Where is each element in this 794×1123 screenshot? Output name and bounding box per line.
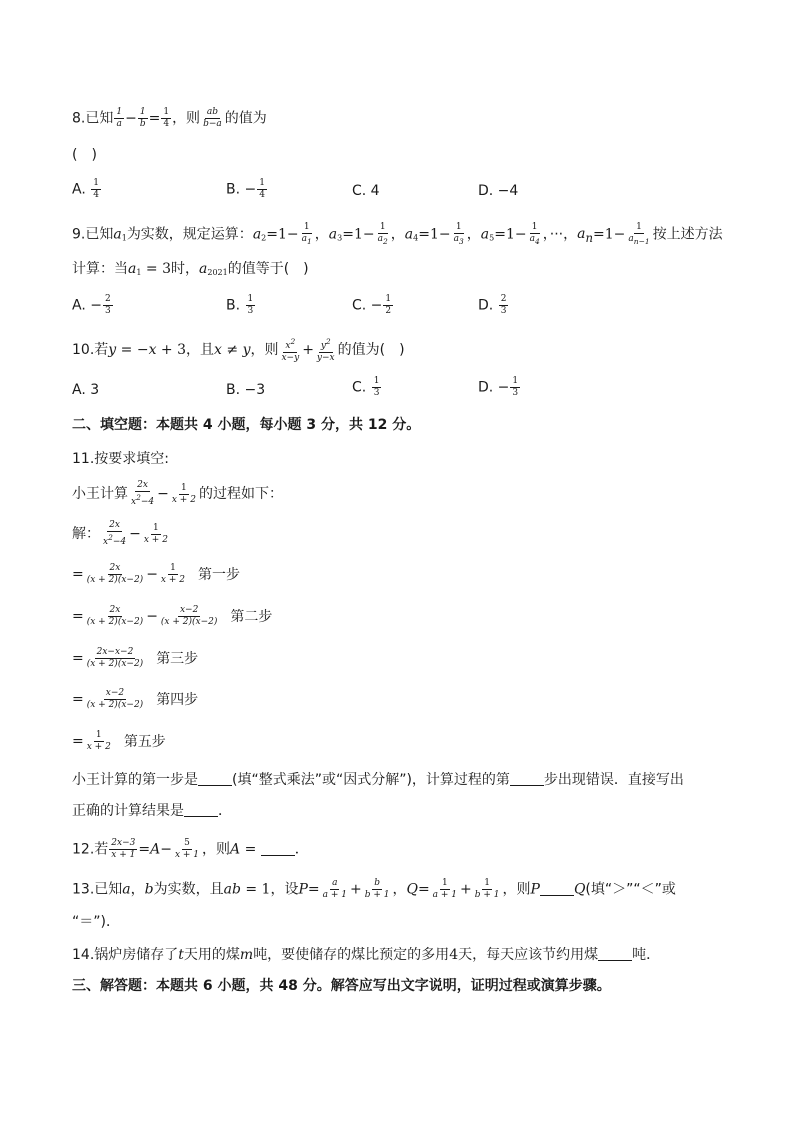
q10-option-a[interactable]: A. 3 xyxy=(72,382,100,398)
q14-stem: 14.锅炉房储存了t天用的煤m吨，要使储存的煤比预定的多用4天，每天应该节约用煤 吨． xyxy=(72,947,661,963)
q9-option-a[interactable]: A. − $\frac{2}{3}$ xyxy=(72,294,111,316)
q8-option-b[interactable]: B. − $\frac{1}{4}$ xyxy=(226,178,265,200)
q13-stem: 13.已知a，b为实数，且ab = 1，设P= $\frac{a}{a + 1}$ + $\frac{b}{b + 1}$ ，Q= $\frac{1}{a + 1}$ + $\frac{1}{b + 1}$ ，则P Q(填“＞”“＜”或 xyxy=(72,878,676,900)
section-3-heading: 三、解答题：本题共 6 小题，共 48 分。解答应写出文字说明，证明过程或演算步骤。 xyxy=(72,978,611,994)
q13-blank[interactable] xyxy=(540,883,574,896)
q11-step-2: = $\frac{2x}{(x + 2)(x-2)}$ − $\frac{x-2}{(x + 2)(x-2)}$ 第二步 xyxy=(72,605,273,627)
q8-option-c[interactable]: C. 4 xyxy=(352,183,380,199)
q11-step-1: = $\frac{2x}{(x + 2)(x-2)}$ − $\frac{1}{x + 2}$ 第一步 xyxy=(72,563,240,585)
q8-option-a[interactable]: A. $\frac{1}{4}$ xyxy=(72,178,99,200)
q9-option-b[interactable]: B. $\frac{1}{3}$ xyxy=(226,294,254,316)
q11-step-3: = $\frac{2x-x-2}{(x + 2)(x-2)}$ 第三步 xyxy=(72,647,199,669)
q14-blank[interactable] xyxy=(598,948,632,961)
q11-blank-3[interactable] xyxy=(184,804,218,817)
q9-stem: 9.已知$a_1$为实数，规定运算：$a_2=1-$ $\frac{1}{a_1}$ ，$a_3=1-$ $\frac{1}{a_2}$ ，$a_4=1-$ $\frac{1}{a_3}$ ，$a_5=1-$ $\frac{1}{a_4}$ ，···，$a_n=1-$ $\frac{1}{a_{n-1}}$ 按上述方法 xyxy=(72,222,723,246)
q11-text-1: 小王计算的第一步是 (填“整式乘法”或“因式分解”)，计算过程的第 步出现错误．直接写出 xyxy=(72,772,684,788)
q11-line1: 小王计算 $\frac{2x}{x^2-4}$ − $\frac{1}{x + 2}$ 的过程如下： xyxy=(72,480,283,507)
section-2-heading: 二、填空题：本题共 4 小题，每小题 3 分，共 12 分。 xyxy=(72,417,421,433)
q8-option-d[interactable]: D. −4 xyxy=(478,183,519,199)
q11-step-5: = $\frac{1}{x + 2}$ 第五步 xyxy=(72,730,166,752)
q11-text-2: 正确的计算结果是 ． xyxy=(72,803,232,819)
q10-stem: 10.若y = −x + 3，且x ≠ y，则 $\frac{x^2}{x-y}$ + $\frac{y^2}{y-x}$ 的值为( ) xyxy=(72,337,405,363)
q11-blank-2[interactable] xyxy=(510,773,544,786)
q10-option-b[interactable]: B. −3 xyxy=(226,382,266,398)
q8-paren: ( ) xyxy=(72,147,97,163)
q9-option-c[interactable]: C. − $\frac{1}{2}$ xyxy=(352,294,392,316)
q11-blank-1[interactable] xyxy=(198,773,232,786)
q11-jie: 解： $\frac{2x}{x^2-4}$ − $\frac{1}{x + 2}$ xyxy=(72,520,168,547)
q11-step-4: = $\frac{x-2}{(x + 2)(x-2)}$ 第四步 xyxy=(72,688,199,710)
q13-line2: “＝”)． xyxy=(72,914,120,930)
q11-title: 11.按要求填空: xyxy=(72,451,169,467)
q12-stem: 12.若 $\frac{2x-3}{x + 1}$ =A− $\frac{5}{x + 1}$ ，则A = ． xyxy=(72,838,309,860)
q10-option-c[interactable]: C. $\frac{1}{3}$ xyxy=(352,376,380,398)
q9-option-d[interactable]: D. $\frac{2}{3}$ xyxy=(478,294,507,316)
q10-option-d[interactable]: D. − $\frac{1}{3}$ xyxy=(478,376,519,398)
q12-blank[interactable] xyxy=(261,843,295,856)
q8-stem: 8.已知 $\frac{1}{a}$ − $\frac{1}{b}$ = $\frac{1}{4}$ ，则 $\frac{ab}{b-a}$ 的值为 xyxy=(72,107,267,129)
q9-line2: 计算：当$a_1 = 3$时，$a_{2021}$的值等于( ) xyxy=(72,261,309,277)
